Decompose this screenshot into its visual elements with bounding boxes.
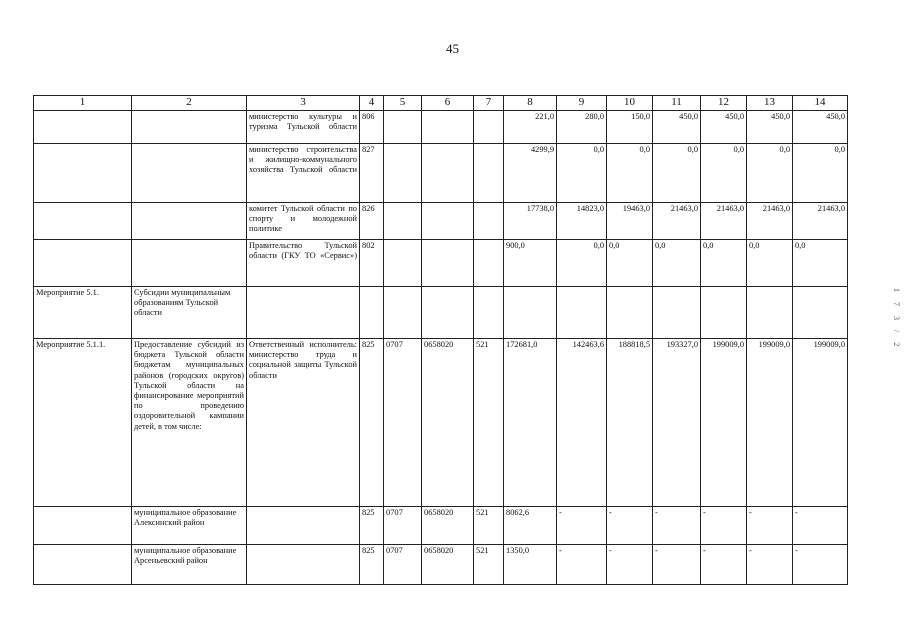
column-header: 8 [504,96,557,111]
page-number: 45 [446,41,459,56]
cell-grbs: 802 [360,240,384,287]
cell-value: - [653,507,701,545]
cell-event: Мероприятие 5.1.1. [34,339,132,507]
cell-value: 450,0 [701,111,747,144]
cell-value [607,287,653,339]
cell-vr [474,287,504,339]
cell-grbs: 826 [360,203,384,240]
cell-value: 900,0 [504,240,557,287]
cell-value: 0,0 [607,144,653,203]
cell-value: 199009,0 [793,339,848,507]
cell-rzpr [384,287,422,339]
column-header: 2 [132,96,247,111]
table-row [34,144,848,203]
cell-rzpr [384,144,422,203]
cell-grbs: 825 [360,507,384,545]
table-row [34,545,848,585]
column-header: 14 [793,96,848,111]
cell-executor: Ответственный исполнитель: министерство труда и социальной защиты Тульской области [247,339,360,507]
cell-rzpr [384,240,422,287]
cell-value: 150,0 [607,111,653,144]
cell-value: 221,0 [504,111,557,144]
cell-value: - [793,545,848,585]
cell-value: 8062,6 [504,507,557,545]
cell-value: 450,0 [793,111,848,144]
cell-name: муниципальное образование Арсеньевский район [132,545,247,585]
cell-value: 0,0 [557,240,607,287]
cell-value: - [557,545,607,585]
cell-csr [422,287,474,339]
column-header: 3 [247,96,360,111]
cell-value: 0,0 [653,240,701,287]
cell-grbs: 806 [360,111,384,144]
cell-value: - [793,507,848,545]
column-header: 11 [653,96,701,111]
cell-value: 17738,0 [504,203,557,240]
cell-value: - [701,545,747,585]
cell-value: 199009,0 [747,339,793,507]
cell-event [34,240,132,287]
cell-rzpr: 0707 [384,339,422,507]
cell-value: - [747,545,793,585]
cell-value: - [607,507,653,545]
cell-vr: 521 [474,339,504,507]
cell-event [34,203,132,240]
table-row [34,287,848,339]
cell-value: - [701,507,747,545]
cell-value: - [607,545,653,585]
cell-value: 4299,9 [504,144,557,203]
cell-value: 142463,6 [557,339,607,507]
cell-value: 1350,0 [504,545,557,585]
cell-value: 0,0 [607,240,653,287]
cell-value: 21463,0 [653,203,701,240]
cell-value: 188818,5 [607,339,653,507]
cell-vr [474,144,504,203]
cell-event [34,507,132,545]
cell-value [504,287,557,339]
column-header: 7 [474,96,504,111]
cell-name [132,203,247,240]
cell-value: 193327,0 [653,339,701,507]
cell-value: 0,0 [653,144,701,203]
column-header: 4 [360,96,384,111]
cell-vr: 521 [474,545,504,585]
cell-csr [422,111,474,144]
cell-rzpr: 0707 [384,545,422,585]
cell-value: 0,0 [701,144,747,203]
cell-event: Мероприятие 5.1. [34,287,132,339]
column-header: 1 [34,96,132,111]
table-row [34,111,848,144]
cell-value: 172681,0 [504,339,557,507]
table-row [34,339,848,507]
cell-value: 450,0 [653,111,701,144]
cell-csr: 0658020 [422,545,474,585]
cell-value: 0,0 [793,240,848,287]
cell-executor: министерство культуры и туризма Тульской области [247,111,360,144]
column-header: 13 [747,96,793,111]
cell-csr: 0658020 [422,339,474,507]
cell-value [653,287,701,339]
table-row [34,507,848,545]
cell-executor [247,287,360,339]
cell-value: 0,0 [793,144,848,203]
cell-rzpr [384,203,422,240]
cell-value: - [557,507,607,545]
cell-vr [474,240,504,287]
cell-csr [422,144,474,203]
cell-value [701,287,747,339]
cell-name [132,111,247,144]
column-header: 6 [422,96,474,111]
cell-csr [422,240,474,287]
column-header: 12 [701,96,747,111]
cell-value [793,287,848,339]
cell-vr: 521 [474,507,504,545]
cell-value: 0,0 [557,144,607,203]
cell-value: 0,0 [701,240,747,287]
cell-event [34,545,132,585]
cell-value: 21463,0 [747,203,793,240]
cell-value: 19463,0 [607,203,653,240]
cell-vr [474,203,504,240]
table-row [34,240,848,287]
cell-value: - [653,545,701,585]
cell-csr: 0658020 [422,507,474,545]
cell-value: 0,0 [747,240,793,287]
cell-name [132,240,247,287]
cell-executor [247,507,360,545]
cell-executor [247,545,360,585]
column-header: 9 [557,96,607,111]
cell-value [747,287,793,339]
cell-grbs: 825 [360,339,384,507]
cell-value: 450,0 [747,111,793,144]
cell-event [34,144,132,203]
cell-value: 14823,0 [557,203,607,240]
cell-grbs: 827 [360,144,384,203]
budget-table [33,95,848,585]
cell-name: муниципальное образование Алексинский район [132,507,247,545]
cell-vr [474,111,504,144]
cell-value: - [747,507,793,545]
header-row [34,96,848,111]
cell-rzpr [384,111,422,144]
cell-value: 199009,0 [701,339,747,507]
table-row [34,203,848,240]
cell-value: 0,0 [747,144,793,203]
cell-executor: Правительство Тульской области (ГКУ ТО «Сервис») [247,240,360,287]
cell-value: 21463,0 [793,203,848,240]
margin-mark: 1 7 3 / 2 [892,288,901,351]
cell-executor: министерство строительства и жилищно-коммунального хозяйства Тульской области [247,144,360,203]
cell-rzpr: 0707 [384,507,422,545]
cell-grbs [360,287,384,339]
cell-executor: комитет Тульской области по спорту и молодежной политике [247,203,360,240]
cell-value [557,287,607,339]
cell-value: 280,0 [557,111,607,144]
column-header: 5 [384,96,422,111]
cell-value: 21463,0 [701,203,747,240]
column-header: 10 [607,96,653,111]
cell-name: Субсидии муниципальным образованиям Тульской области [132,287,247,339]
cell-grbs: 825 [360,545,384,585]
cell-csr [422,203,474,240]
cell-event [34,111,132,144]
cell-name: Предоставление субсидий из бюджета Тульской области бюджетам муниципальных районов (городских округов) Тульской области на финансирование мероприятий по проведению оздоровительной кампании детей, в том числе: [132,339,247,507]
cell-name [132,144,247,203]
